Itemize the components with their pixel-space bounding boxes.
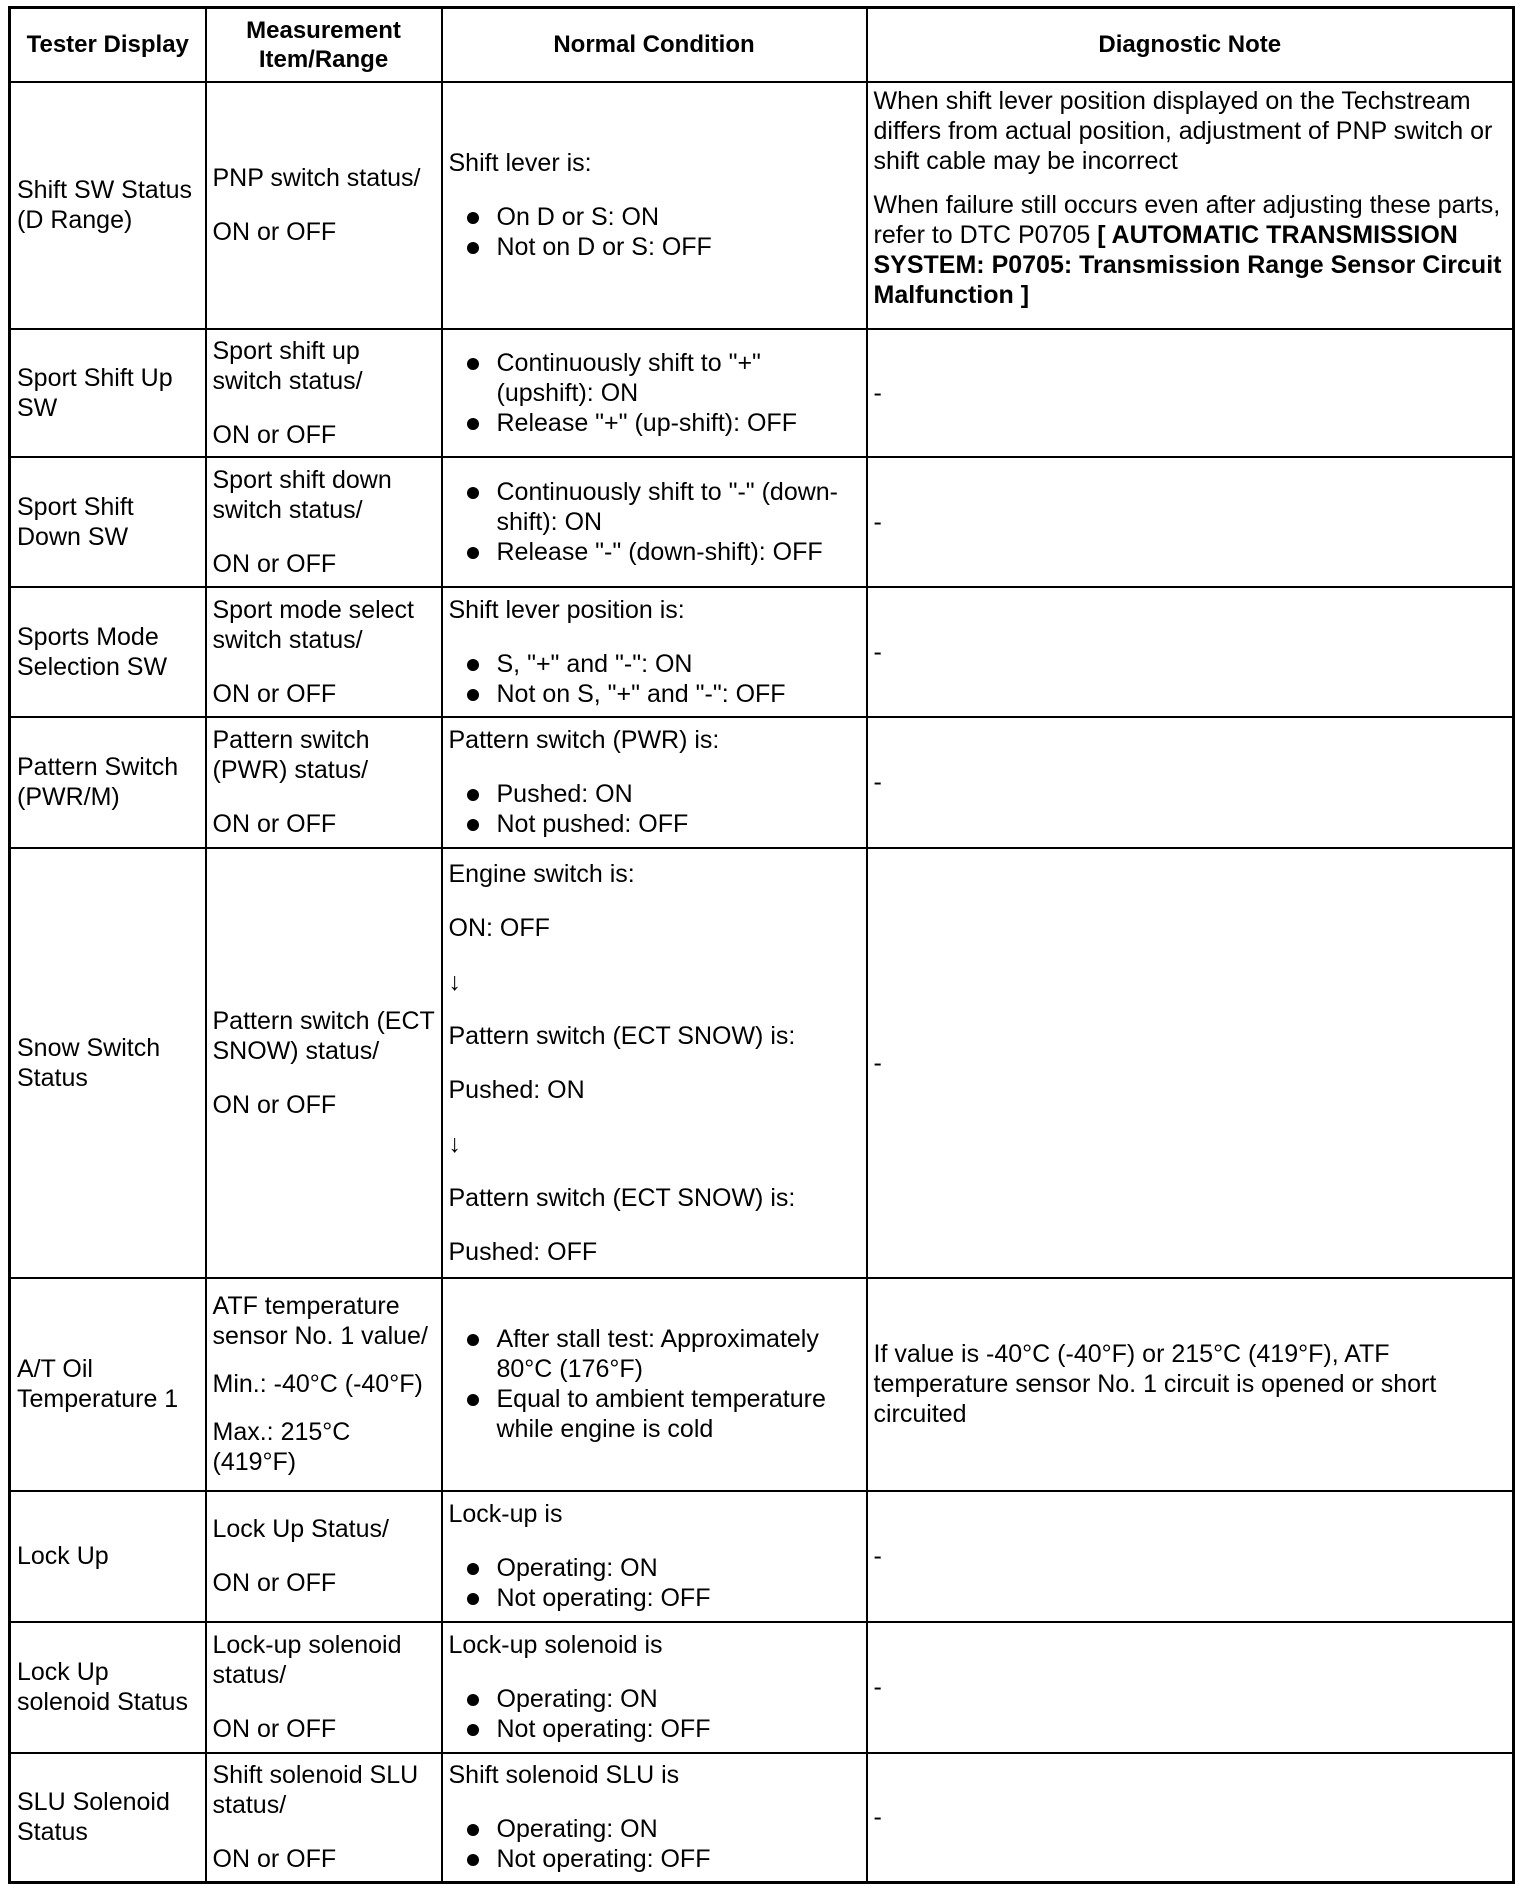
normal-condition-cell (442, 1278, 867, 1491)
tester-display-cell: Sport Shift Down SW (10, 457, 206, 587)
table-row (10, 1753, 1514, 1883)
table-row (10, 717, 1514, 848)
normal-condition-cell (442, 587, 867, 717)
note-text (874, 190, 1507, 310)
bullet-item: Operating: ON (463, 1553, 860, 1583)
normal-condition-cell (442, 82, 867, 329)
condition-line: ON: OFF (448, 913, 550, 942)
measurement-cell (206, 457, 442, 587)
note-ref-text: When failure still occurs even after adjusting these parts, refer to DTC P0705 (873, 190, 1501, 249)
condition-intro: Shift solenoid SLU is (448, 1761, 680, 1790)
measurement-cell (206, 848, 442, 1278)
condition-line: Engine switch is: (448, 859, 635, 888)
tester-display-cell: Sport Shift Up SW (10, 329, 206, 457)
measurement-line: Pattern switch (ECT SNOW) status/ (212, 1006, 435, 1065)
condition-list (449, 1553, 860, 1613)
measurement-line: Sport shift up switch status/ (212, 336, 363, 395)
measurement-cell (206, 587, 442, 717)
measurement-line: ON or OFF (212, 549, 337, 578)
measurement-line: ON or OFF (212, 218, 337, 246)
measurement-line: ON or OFF (212, 679, 337, 708)
measurement-cell (206, 717, 442, 848)
normal-condition-cell (442, 1753, 867, 1883)
condition-intro: Lock-up is (448, 1500, 563, 1528)
diagnostic-note-cell: - (867, 587, 1514, 717)
down-arrow-icon: ↓ (448, 967, 461, 996)
normal-condition-cell (442, 457, 867, 587)
bullet-item: Continuously shift to "-" (down-shift): ON (463, 477, 860, 537)
header-normal-condition: Normal Condition (442, 8, 867, 82)
condition-intro: Lock-up solenoid is (448, 1631, 663, 1659)
normal-condition-cell (442, 1491, 867, 1622)
measurement-line: Max.: 215°C (419°F) (212, 1418, 351, 1476)
measurement-cell (206, 82, 442, 329)
measurement-line: Sport shift down switch status/ (212, 465, 392, 524)
bullet-item: Operating: ON (463, 1814, 860, 1844)
tester-display-cell: Shift SW Status (D Range) (10, 82, 206, 329)
bullet-item: Continuously shift to "+" (upshift): ON (463, 348, 860, 408)
bullet-item: Not operating: OFF (463, 1583, 860, 1613)
table-row (10, 457, 1514, 587)
bullet-item: Equal to ambient temperature while engine is cold (463, 1384, 860, 1444)
bullet-item: Release "-" (down-shift): OFF (463, 537, 860, 567)
header-measurement: Measurement Item/Range (206, 8, 442, 82)
diagnostic-note-cell (867, 82, 1514, 329)
bullet-item: Operating: ON (463, 1684, 860, 1714)
condition-intro: Pattern switch (PWR) is: (448, 726, 720, 754)
normal-condition-cell (442, 848, 867, 1278)
measurement-cell (206, 1491, 442, 1622)
tester-display-cell: A/T Oil Temperature 1 (10, 1278, 206, 1491)
diagnostic-note-cell: - (867, 1491, 1514, 1622)
table-row (10, 329, 1514, 457)
measurement-line: Pattern switch (PWR) status/ (212, 726, 370, 784)
table-row (10, 587, 1514, 717)
measurement-line: PNP switch status/ (212, 164, 421, 192)
diagnostic-note-cell: - (867, 329, 1514, 457)
note-text: When shift lever position displayed on the Techstream differs from actual position, adjustment of PNP switch or shift cable may be incorrect (873, 86, 1493, 175)
condition-list (449, 348, 860, 438)
measurement-line: Lock Up Status/ (212, 1515, 389, 1543)
diagnostic-note-cell: - (867, 717, 1514, 848)
condition-line: Pattern switch (ECT SNOW) is: (448, 1183, 796, 1212)
dtc-reference-link[interactable]: [ AUTOMATIC TRANSMISSION SYSTEM: P0705: Transmission Range Sensor Circuit Malfunction ] (873, 220, 1502, 309)
measurement-line: ON or OFF (212, 1845, 337, 1874)
header-row (10, 8, 1514, 82)
condition-list (449, 1684, 860, 1744)
bullet-item: Not operating: OFF (463, 1844, 860, 1874)
condition-list (449, 649, 860, 709)
table-row (10, 1491, 1514, 1622)
bullet-item: On D or S: ON (463, 202, 860, 232)
diagnostic-note-cell: - (867, 848, 1514, 1278)
condition-intro: Shift lever position is: (448, 595, 685, 624)
normal-condition-cell (442, 329, 867, 457)
bullet-item: Not on S, "+" and "-": OFF (463, 679, 860, 709)
measurement-line: Lock-up solenoid status/ (212, 1631, 402, 1689)
measurement-line: Min.: -40°C (-40°F) (212, 1370, 423, 1398)
bullet-item: Pushed: ON (463, 779, 860, 809)
tester-display-cell: Lock Up solenoid Status (10, 1622, 206, 1753)
bullet-item: S, "+" and "-": ON (463, 649, 860, 679)
diagnostic-note-cell: - (867, 1622, 1514, 1753)
tester-display-cell: Lock Up (10, 1491, 206, 1622)
condition-line: Pattern switch (ECT SNOW) is: (448, 1021, 796, 1050)
bullet-item: Not on D or S: OFF (463, 232, 860, 262)
condition-intro: Shift lever is: (448, 149, 592, 177)
measurement-line: Sport mode select switch status/ (212, 595, 414, 654)
measurement-line: ON or OFF (212, 1715, 337, 1743)
measurement-line: ON or OFF (212, 1090, 337, 1119)
normal-condition-cell (442, 1622, 867, 1753)
measurement-cell (206, 1278, 442, 1491)
condition-list (449, 477, 860, 567)
tester-display-cell: Pattern Switch (PWR/M) (10, 717, 206, 848)
measurement-line: Shift solenoid SLU status/ (212, 1761, 419, 1820)
measurement-line: ON or OFF (212, 1569, 337, 1597)
bullet-item: Release "+" (up-shift): OFF (463, 408, 860, 438)
down-arrow-icon: ↓ (448, 1129, 461, 1158)
data-list-table (8, 6, 1515, 1884)
header-tester-display: Tester Display (10, 8, 206, 82)
diagnostic-note-cell: - (867, 1753, 1514, 1883)
condition-line: Pushed: OFF (448, 1237, 598, 1266)
normal-condition-cell (442, 717, 867, 848)
table-row (10, 1622, 1514, 1753)
header-diagnostic-note: Diagnostic Note (867, 8, 1514, 82)
bullet-item: After stall test: Approximately 80°C (176°F) (463, 1324, 860, 1384)
tester-display-cell: Sports Mode Selection SW (10, 587, 206, 717)
condition-list (449, 1324, 860, 1444)
measurement-cell (206, 1753, 442, 1883)
table-row (10, 1278, 1514, 1491)
condition-list (449, 202, 860, 262)
bullet-item: Not operating: OFF (463, 1714, 860, 1744)
measurement-line: ON or OFF (212, 420, 337, 449)
diagnostic-note-cell: If value is -40°C (-40°F) or 215°C (419°F), ATF temperature sensor No. 1 circuit is opened or short circuited (867, 1278, 1514, 1491)
condition-list (449, 779, 860, 839)
condition-list (449, 1814, 860, 1874)
diagnostic-note-cell: - (867, 457, 1514, 587)
measurement-line: ATF temperature sensor No. 1 value/ (212, 1292, 428, 1350)
tester-display-cell: SLU Solenoid Status (10, 1753, 206, 1883)
condition-line: Pushed: ON (448, 1075, 585, 1104)
table-row (10, 848, 1514, 1278)
bullet-item: Not pushed: OFF (463, 809, 860, 839)
tester-display-cell: Snow Switch Status (10, 848, 206, 1278)
measurement-cell (206, 1622, 442, 1753)
measurement-cell (206, 329, 442, 457)
measurement-line: ON or OFF (212, 810, 337, 838)
table-row (10, 82, 1514, 329)
